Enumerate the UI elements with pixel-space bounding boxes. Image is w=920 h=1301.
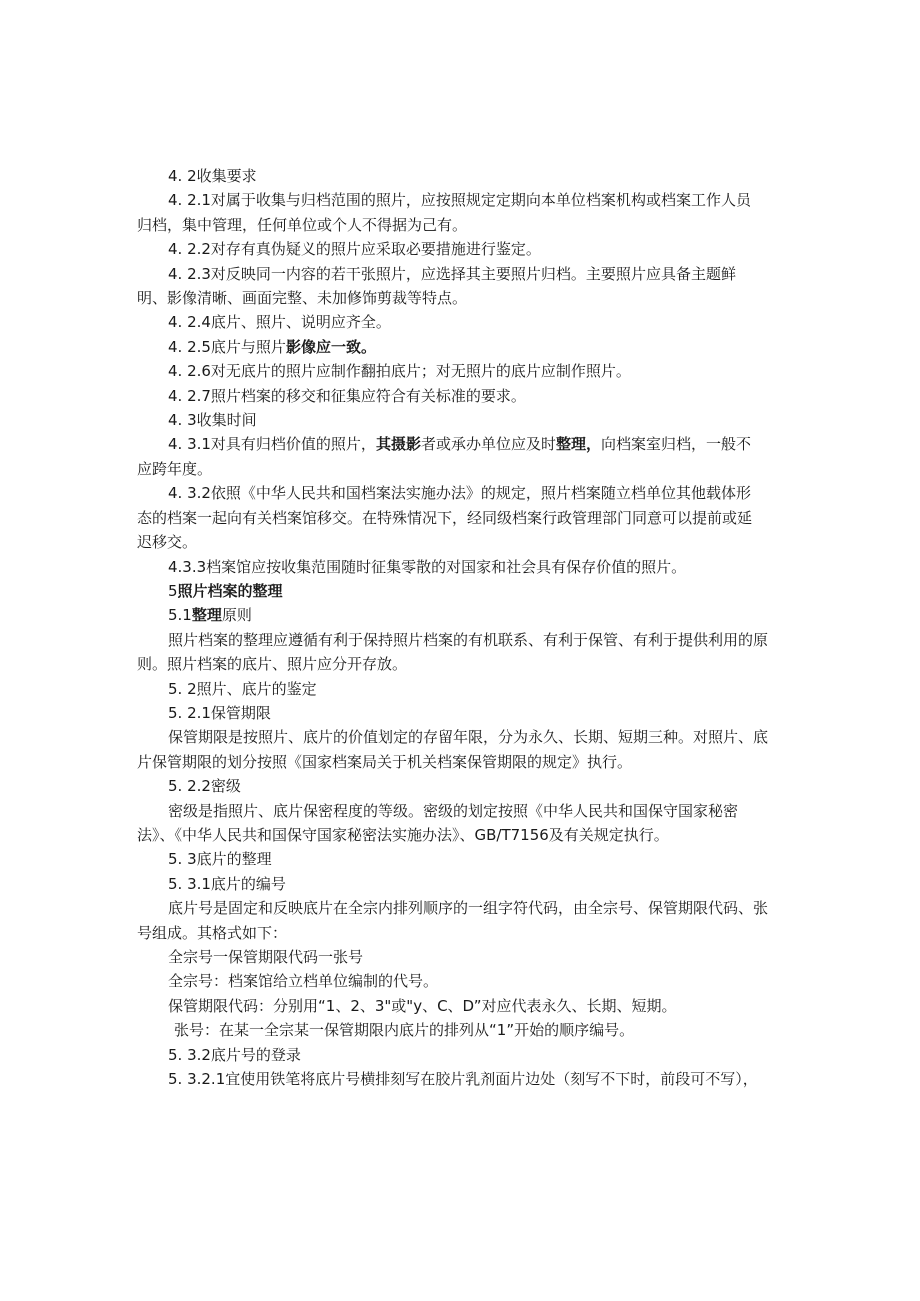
def-sheet-number: 张号：在某一全宗某一保管期限内底片的排列从“1”开始的顺序编号。	[174, 1021, 635, 1040]
clause-4-3-1-b: 其摄影	[375, 435, 421, 454]
para-5-1-cont: 则。照片档案的底片、照片应分开存放。	[137, 655, 408, 674]
def-fonds-number: 全宗号：档案馆给立档单位编制的代号。	[168, 972, 439, 991]
clause-4-2-3: 4. 2.3对反映同一内容的若干张照片，应选择其主要照片归档。主要照片应具备主题鲜	[168, 264, 736, 283]
heading-5-2-2: 5. 2.2密级	[168, 777, 241, 796]
heading-5-number: 5	[168, 581, 178, 600]
para-5-3-1-cont: 号组成。其格式如下：	[137, 923, 288, 942]
heading-4-2: 4. 2收集要求	[168, 167, 257, 185]
clause-4-2-1: 4. 2.1对属于收集与归档范围的照片，应按照规定定期向本单位档案机构或档案工作人员	[168, 191, 751, 210]
document-body	[137, 164, 797, 1091]
para-5-2-1: 保管期限是按照片、底片的价值划定的存留年限，分为永久、长期、短期三种。对照片、底	[168, 728, 769, 747]
heading-5-1-bold: 整理	[191, 606, 222, 625]
clause-4-2-6: 4. 2.6对无底片的照片应制作翻拍底片；对无照片的底片应制作照片。	[168, 362, 631, 381]
heading-5-3-2: 5. 3.2底片号的登录	[168, 1045, 301, 1064]
format-line: 全宗号一保管期限代码一张号	[168, 948, 364, 966]
para-5-2-2: 密级是指照片、底片保密程度的等级。密级的划定按照《中华人民共和国保守国家秘密	[168, 801, 739, 820]
clause-4-2-4: 4. 2.4底片、照片、说明应齐全。	[168, 313, 391, 332]
heading-5-2: 5. 2照片、底片的鉴定	[168, 679, 317, 698]
heading-5-1	[137, 603, 797, 627]
clause-4-3-1	[137, 432, 797, 456]
clause-4-2-5-bold: 影像应一致。	[285, 337, 376, 356]
clause-4-3-1-c: 者或承办单位应及时	[420, 435, 556, 454]
clause-4-3-1-d: 整理，	[555, 435, 601, 454]
clause-4-3-1-e: 向档案室归档，一般不	[600, 435, 751, 454]
clause-4-3-2-cont2: 迟移交。	[137, 533, 198, 552]
clause-4-2-7: 4. 2.7照片档案的移交和征集应符合有关标准的要求。	[168, 386, 526, 405]
clause-4-2-5	[137, 335, 797, 359]
clause-4-3-1-cont: 应跨年度。	[137, 459, 213, 478]
clause-4-2-2: 4. 2.2对存有真伪疑义的照片应采取必要措施进行鉴定。	[168, 240, 541, 259]
clause-4-2-1-cont: 归档，集中管理，任何单位或个人不得据为己有。	[137, 215, 468, 234]
def-retention-code: 保管期限代码：分别用“1、2、3"或"y、C、D”对应代表永久、长期、短期。	[168, 996, 677, 1015]
clause-4-2-5-text: 4. 2.5底片与照片	[168, 337, 286, 356]
clause-4-3-2-cont1: 态的档案一起向有关档案馆移交。在特殊情况下，经同级档案行政管理部门同意可以提前或延	[137, 508, 753, 527]
heading-5-2-1: 5. 2.1保管期限	[168, 703, 271, 722]
heading-5-1-number: 5.1	[168, 606, 192, 625]
para-5-2-2-cont: 法》、《中华人民共和国保守国家秘密法实施办法》、GB/T7156及有关规定执行。	[137, 825, 669, 844]
para-5-3-1: 底片号是固定和反映底片在全宗内排列顺序的一组字符代码，由全宗号、保管期限代码、张	[168, 899, 769, 918]
heading-5-3-1: 5. 3.1底片的编号	[168, 874, 286, 893]
clause-4-3-3: 4.3.3档案馆应按收集范围随时征集零散的对国家和社会具有保存价值的照片。	[168, 557, 687, 576]
para-5-2-1-cont: 片保管期限的划分按照《国家档案局关于机关档案保管期限的规定》执行。	[137, 752, 633, 771]
clause-4-3-1-a: 4. 3.1对具有归档价值的照片，	[168, 435, 376, 454]
clause-4-3-2: 4. 3.2依照《中华人民共和国档案法实施办法》的规定，照片档案随立档单位其他载体形	[168, 484, 751, 503]
para-5-1: 照片档案的整理应遵循有利于保持照片档案的有机联系、有利于保管、有利于提供利用的原	[168, 630, 769, 649]
heading-5-1-rest: 原则	[221, 606, 252, 625]
heading-5-3: 5. 3底片的整理	[168, 850, 272, 869]
clause-5-3-2-1: 5. 3.2.1宜使用铁笔将底片号横排刻写在胶片乳剂面片边处（刻写不下时，前段可不写），	[168, 1070, 758, 1089]
clause-4-2-3-cont: 明、影像清晰、画面完整、未加修饰剪裁等特点。	[137, 289, 468, 308]
heading-5	[137, 579, 797, 603]
heading-4-3: 4. 3收集时间	[168, 411, 257, 430]
heading-5-title: 照片档案的整理	[177, 581, 283, 600]
